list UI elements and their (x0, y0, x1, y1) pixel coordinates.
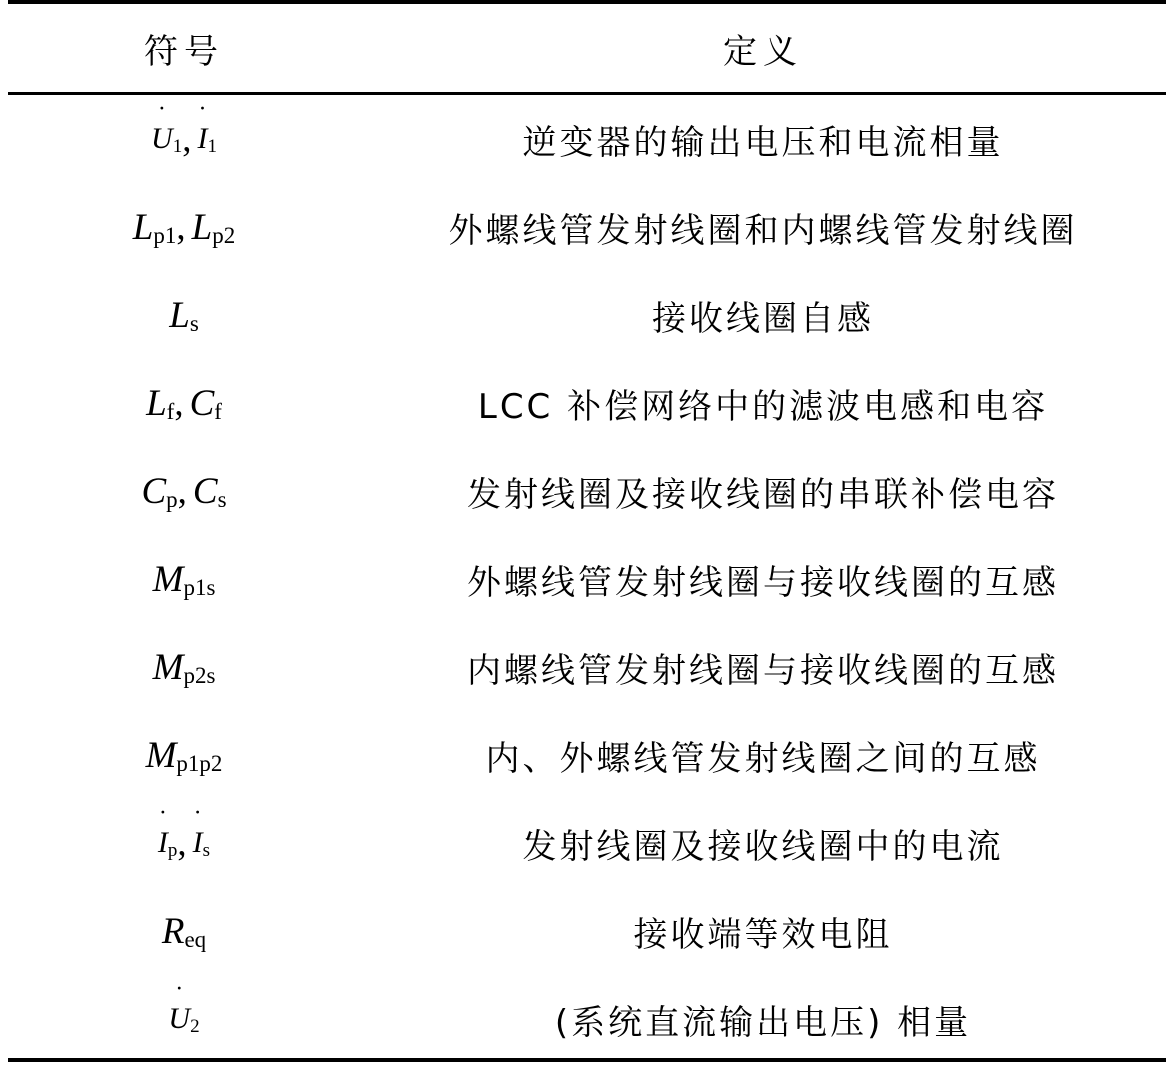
table-bottom-rule (8, 1058, 1166, 1062)
definition-cell: 接收端等效电阻 (633, 914, 893, 955)
subscript: p1s (183, 575, 216, 600)
symbol-cell (8, 95, 360, 183)
definition-cell: 发射线圈及接收线圈中的电流 (522, 826, 1004, 867)
table-row (8, 271, 1166, 359)
subscript: s (189, 311, 199, 336)
header-definition: 定义 (723, 31, 803, 72)
subscript: f (166, 399, 175, 424)
table-row (8, 447, 1166, 535)
subscript: s (202, 840, 211, 861)
separator: , (177, 470, 187, 512)
subscript: eq (184, 927, 207, 952)
definition-cell: LCC 补偿网络中的滤波电感和电容 (477, 386, 1049, 427)
table-row (8, 359, 1166, 447)
separator: , (174, 382, 184, 424)
table-row (8, 887, 1166, 975)
table-row (8, 711, 1166, 799)
symbol: C (141, 470, 167, 512)
phasor-symbol: · U (168, 1002, 190, 1036)
separator: , (182, 118, 192, 160)
table-row (8, 535, 1166, 623)
table-row (8, 799, 1166, 887)
symbol: R (161, 910, 185, 952)
symbol-cell (8, 359, 360, 447)
subscript: 1 (172, 136, 183, 157)
symbol: L (191, 206, 213, 248)
subscript: p (167, 840, 178, 861)
symbol: M (145, 734, 177, 776)
table-row (8, 183, 1166, 271)
phasor-symbol: · U (151, 122, 173, 156)
phasor-symbol: · I (158, 826, 168, 860)
subscript: s (217, 487, 227, 512)
subscript: 1 (207, 136, 217, 157)
table-row (8, 623, 1166, 711)
separator: , (176, 206, 186, 248)
definition-cell: 逆变器的输出电压和电流相量 (522, 122, 1004, 163)
symbol-cell (8, 799, 360, 887)
definition-cell: 外螺线管发射线圈和内螺线管发射线圈 (448, 210, 1078, 251)
phasor-symbol: · I (197, 122, 207, 156)
subscript: p (166, 487, 178, 512)
symbol: L (132, 206, 154, 248)
symbol-cell (8, 711, 360, 799)
symbol-cell (8, 535, 360, 623)
symbol-cell (8, 887, 360, 975)
subscript: p1 (153, 223, 177, 248)
symbol-cell (8, 183, 360, 271)
subscript: p1p2 (176, 751, 223, 776)
table-header-row (8, 4, 1166, 92)
separator: , (177, 822, 187, 864)
definition-cell: (系统直流输出电压) 相量 (554, 1002, 972, 1043)
header-symbol: 符号 (144, 31, 224, 72)
symbol: L (169, 294, 190, 336)
symbol: M (152, 646, 184, 688)
symbol: M (152, 558, 184, 600)
symbol-cell (8, 975, 360, 1063)
subscript: p2s (183, 663, 216, 688)
table-row (8, 95, 1166, 183)
symbol-cell (8, 447, 360, 535)
symbol-cell (8, 271, 360, 359)
symbol: L (146, 382, 167, 424)
definition-cell: 内螺线管发射线圈与接收线圈的互感 (467, 650, 1059, 691)
definition-cell: 接收线圈自感 (652, 298, 874, 339)
symbol-cell (8, 623, 360, 711)
definition-cell: 发射线圈及接收线圈的串联补偿电容 (467, 474, 1059, 515)
phasor-symbol: · I (193, 826, 203, 860)
symbol: C (189, 382, 215, 424)
definition-cell: 外螺线管发射线圈与接收线圈的互感 (467, 562, 1059, 603)
symbol: C (192, 470, 218, 512)
subscript: f (214, 399, 222, 424)
table-row (8, 975, 1166, 1063)
definition-cell: 内、外螺线管发射线圈之间的互感 (485, 738, 1041, 779)
subscript: 2 (190, 1016, 200, 1037)
subscript: p2 (212, 223, 236, 248)
